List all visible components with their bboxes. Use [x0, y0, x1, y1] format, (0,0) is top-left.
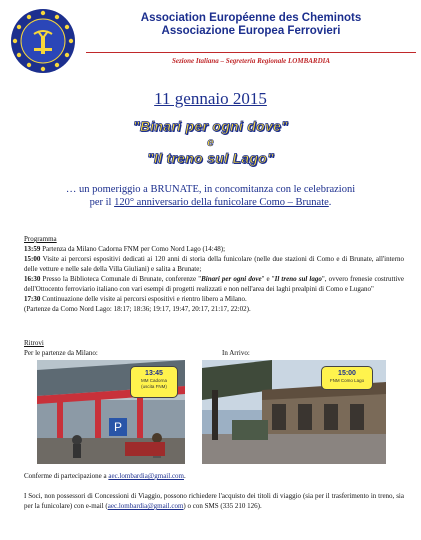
section-subtitle: Sezione Italiana – Segreteria Regionale LOMBARDIA	[171, 57, 331, 65]
ritrovi-heading: Ritrovi	[24, 339, 44, 347]
org-name-it: Associazione Europea Ferrovieri	[161, 25, 341, 37]
milano-label: Per le partenze da Milano:	[24, 349, 98, 357]
program-heading: Programma	[24, 235, 57, 243]
program-item: 17:30 Continuazione delle visite ai percorsi espositivi e rientro libero a Milano.	[24, 295, 247, 303]
title-line-1: "Binari per ogni dove"	[132, 118, 289, 134]
program-item: 16:30 Presso la Biblioteca Comunale di Brunate, conferenze "Binari per ogni dove" e "Il treno sul lago", ovvero frenesie costruttive dell'Ottocento ferroviario italiano con vari esempi di progetti realizzati e non nell'area dei laghi prealpini di Como e Lugano"	[24, 275, 404, 293]
meeting-point-bubble: 13:45 MM Cadorna (uscita FNM)	[130, 366, 178, 398]
subtitle-line-2: per il 120° anniversario della funicolare Como – Brunate.	[89, 197, 332, 208]
subtitle-line-1: … un pomeriggio a BRUNATE, in concomitanza con le celebrazioni	[65, 184, 356, 195]
svg-text:P: P	[113, 420, 123, 434]
org-name-fr: Association Européenne des Cheminots	[140, 12, 362, 24]
program-item: 15:00 Visite ai percorsi espositivi dedicati ai 120 anni di storia della funicolare (nelle due stazioni di Como e di Brunate, all'interno delle vetture e nelle sale della Villa Giuliani) e salita a Brunate;	[24, 255, 404, 273]
program-section	[24, 234, 404, 314]
title-line-2: "Il treno sul Lago"	[146, 150, 275, 166]
title-conjunction: e	[207, 135, 214, 149]
members-info-text: I Soci, non possessori di Concessioni di Viaggio, possono richiedere l'acquisto dei titoli di viaggio (sia per il trasferimento in treno, sia per la funicolare) con e-mail (aec.lombardia@gmail.com) o con SMS (335 210 126).	[24, 492, 404, 510]
cadorna-station-photo	[37, 360, 185, 464]
anniversary-text: 120° anniversario della funicolare Como – Brunate	[114, 197, 329, 208]
header-divider	[86, 52, 416, 53]
arrival-point-bubble: 15:00 FNM Como Lago	[321, 366, 373, 390]
program-item: 13:59 Partenza da Milano Cadorna FNM per Como Nord Lago (14:48);	[24, 245, 226, 253]
confirmation-text: Conferme di partecipazione a aec.lombardia@gmail.com.	[24, 472, 186, 480]
program-note: (Partenze da Como Nord Lago: 18:17; 18:36; 19:17, 19:47, 20:17, 21:17, 22:02).	[24, 305, 251, 313]
arrivo-label: In Arrivo:	[222, 349, 250, 357]
aec-emblem-icon	[10, 8, 76, 74]
event-date: 11 gennaio 2015	[154, 89, 267, 108]
confirmation-email-link[interactable]: aec.lombardia@gmail.com	[108, 472, 184, 480]
members-email-link[interactable]: aec.lombardia@gmail.com	[107, 502, 184, 510]
como-lago-station-photo	[202, 360, 386, 464]
